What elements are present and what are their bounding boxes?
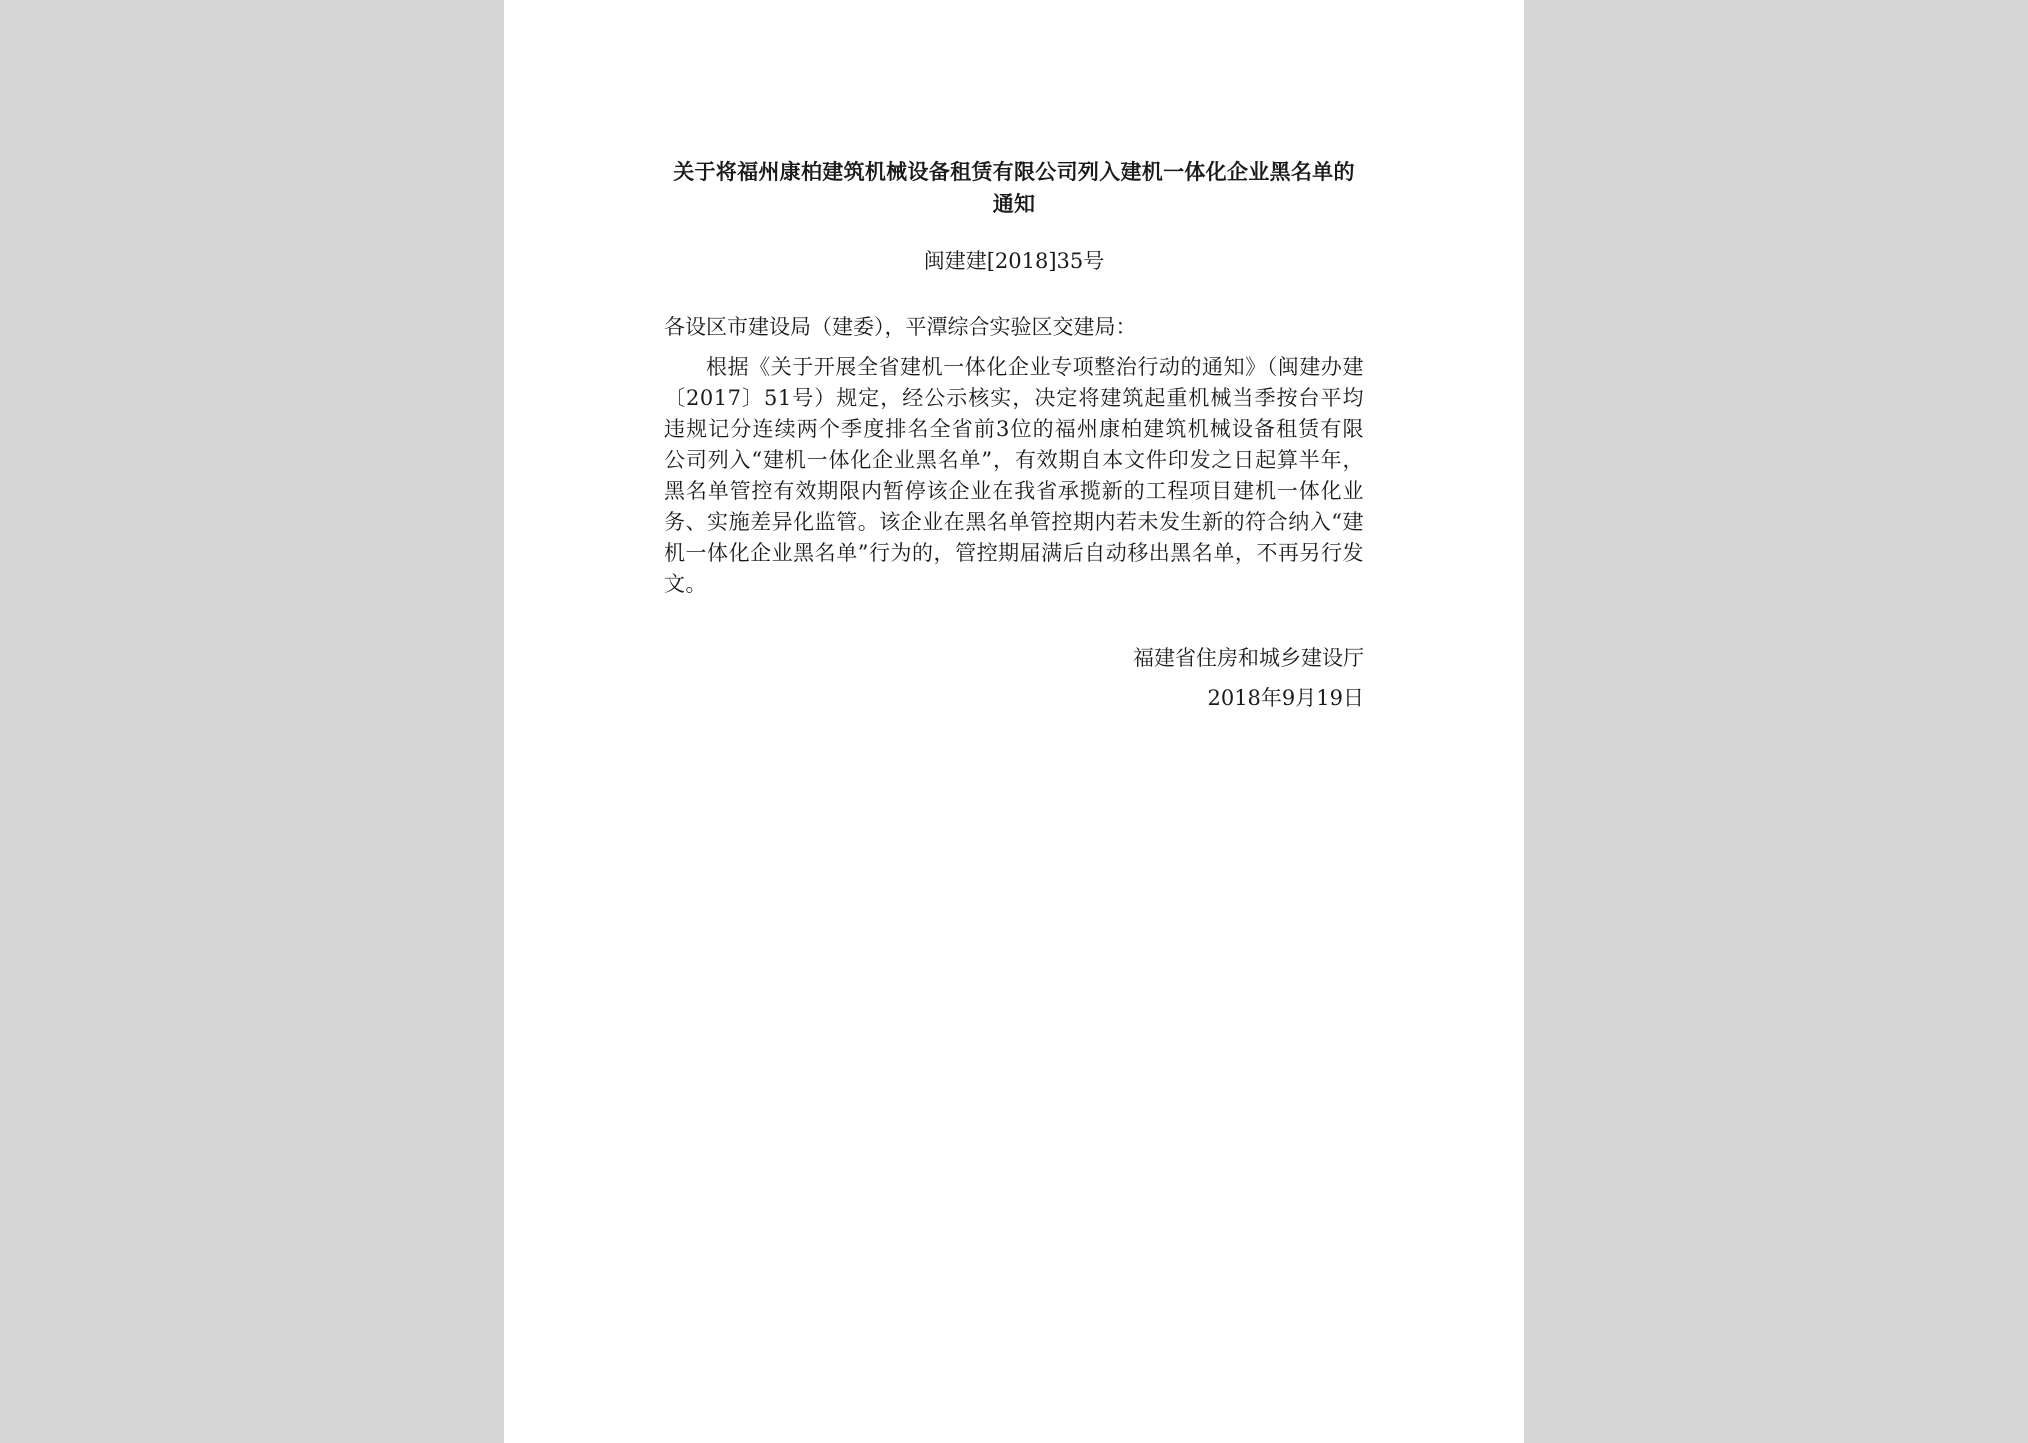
document-content (664, 156, 1364, 718)
salutation: 各设区市建设局（建委），平潭综合实验区交建局： (664, 315, 1137, 339)
document-number: 闽建建[2018]35号 (923, 249, 1105, 273)
signature-block (664, 638, 1364, 718)
document-page (504, 0, 1524, 1443)
issuer-name: 福建省住房和城乡建设厅 (1133, 646, 1364, 670)
body-paragraph: 根据《关于开展全省建机一体化企业专项整治行动的通知》（闽建办建〔2017〕51号）规定，经公示核实，决定将建筑起重机械当季按台平均违规记分连续两个季度排名全省前3位的福州康柏建筑机械设备租赁有限公司列入“建机一体化企业黑名单”，有效期自本文件印发之日起算半年，黑名单管控有效期限内暂停该企业在我省承揽新的工程项目建机一体化业务、实施差异化监管。该企业在黑名单管控期内若未发生新的符合纳入“建机一体化企业黑名单”行为的，管控期届满后自动移出黑名单，不再另行发文。 (664, 355, 1364, 596)
issue-date: 2018年9月19日 (1207, 686, 1364, 710)
document-title: 关于将福州康柏建筑机械设备租赁有限公司列入建机一体化企业黑名单的通知 (673, 160, 1355, 216)
